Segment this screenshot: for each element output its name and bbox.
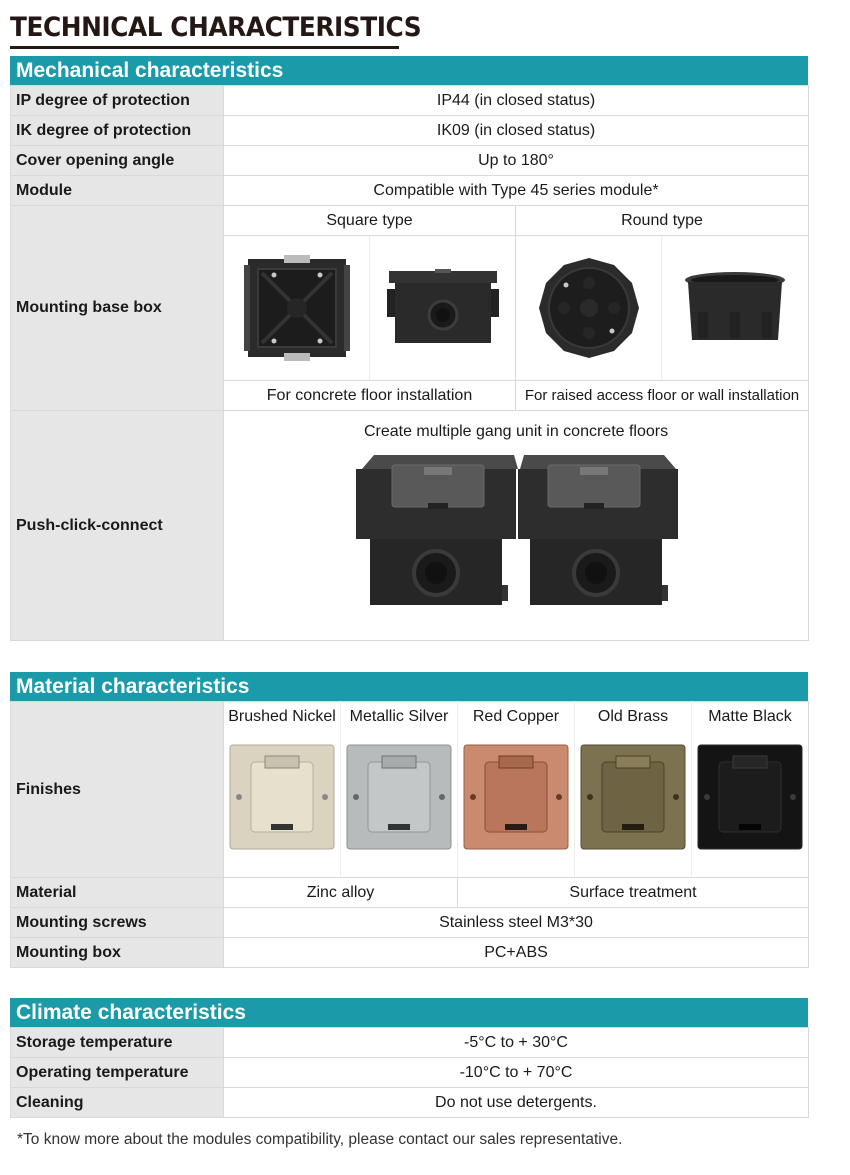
- square-box-top-image: [224, 236, 370, 381]
- module-value: Compatible with Type 45 series module*: [224, 176, 809, 206]
- material-zinc: Zinc alloy: [224, 878, 458, 908]
- page-title: TECHNICAL CHARACTERISTICS: [10, 12, 422, 43]
- finish-old-brass: [575, 702, 692, 878]
- ik-value: IK09 (in closed status): [224, 116, 809, 146]
- push-click-caption: Create multiple gang unit in concrete floors: [363, 423, 669, 440]
- cleaning-value: Do not use detergents.: [224, 1088, 809, 1118]
- table-row: [11, 938, 809, 968]
- cleaning-label: Cleaning: [11, 1088, 224, 1118]
- operating-temp-label: Operating temperature: [11, 1058, 224, 1088]
- climate-table: [10, 1027, 809, 1118]
- finish-name: Brushed Nickel: [228, 708, 336, 725]
- screws-value: Stainless steel M3*30: [224, 908, 809, 938]
- table-row: [11, 702, 809, 878]
- round-box-top-image: [516, 236, 662, 381]
- screws-label: Mounting screws: [11, 908, 224, 938]
- ip-value: IP44 (in closed status): [224, 86, 809, 116]
- square-type-label: Square type: [224, 206, 516, 236]
- finish-name: Red Copper: [472, 708, 560, 725]
- finish-swatch-brass: [575, 732, 691, 862]
- finish-swatch-nickel: [224, 732, 340, 862]
- mechanical-header: Mechanical characteristics: [10, 56, 808, 85]
- finish-red-copper: [458, 702, 575, 878]
- table-row: [11, 146, 809, 176]
- footnote: *To know more about the modules compatibility, please contact our sales representative.: [17, 1131, 623, 1148]
- finish-name: Metallic Silver: [349, 708, 449, 725]
- finish-name: Old Brass: [597, 708, 669, 725]
- table-row: [11, 1028, 809, 1058]
- table-row: [11, 86, 809, 116]
- material-surface: Surface treatment: [458, 878, 809, 908]
- material-label: Material: [11, 878, 224, 908]
- finish-matte-black: [692, 702, 809, 878]
- material-table: [10, 701, 809, 968]
- square-caption: For concrete floor installation: [224, 381, 516, 411]
- finish-metallic-silver: [341, 702, 458, 878]
- mounting-box-label: Mounting box: [11, 938, 224, 968]
- finishes-label: Finishes: [11, 702, 224, 878]
- push-click-label: Push-click-connect: [11, 411, 224, 641]
- table-row: [11, 116, 809, 146]
- module-label: Module: [11, 176, 224, 206]
- push-click-cell: [224, 411, 809, 641]
- table-row: [11, 1088, 809, 1118]
- multi-gang-image: [224, 453, 808, 613]
- ip-label: IP degree of protection: [11, 86, 224, 116]
- mounting-base-box-label: Mounting base box: [11, 206, 224, 411]
- finish-swatch-black: [692, 732, 808, 862]
- round-caption: For raised access floor or wall installation: [516, 381, 809, 411]
- material-header: Material characteristics: [10, 672, 808, 701]
- table-row: [11, 206, 809, 236]
- table-row: [11, 411, 809, 641]
- mechanical-table: [10, 85, 809, 641]
- angle-value: Up to 180°: [224, 146, 809, 176]
- operating-temp-value: -10°C to + 70°C: [224, 1058, 809, 1088]
- round-box-side-image: [662, 236, 809, 381]
- mounting-box-value: PC+ABS: [224, 938, 809, 968]
- title-underline: [10, 46, 399, 49]
- table-row: [11, 878, 809, 908]
- square-box-side-image: [370, 236, 516, 381]
- finish-swatch-copper: [458, 732, 574, 862]
- ik-label: IK degree of protection: [11, 116, 224, 146]
- storage-temp-label: Storage temperature: [11, 1028, 224, 1058]
- storage-temp-value: -5°C to + 30°C: [224, 1028, 809, 1058]
- table-row: [11, 908, 809, 938]
- angle-label: Cover opening angle: [11, 146, 224, 176]
- finish-name: Matte Black: [708, 708, 792, 725]
- finish-swatch-silver: [341, 732, 457, 862]
- table-row: [11, 1058, 809, 1088]
- finish-brushed-nickel: [224, 702, 341, 878]
- table-row: [11, 176, 809, 206]
- climate-header: Climate characteristics: [10, 998, 808, 1027]
- round-type-label: Round type: [516, 206, 809, 236]
